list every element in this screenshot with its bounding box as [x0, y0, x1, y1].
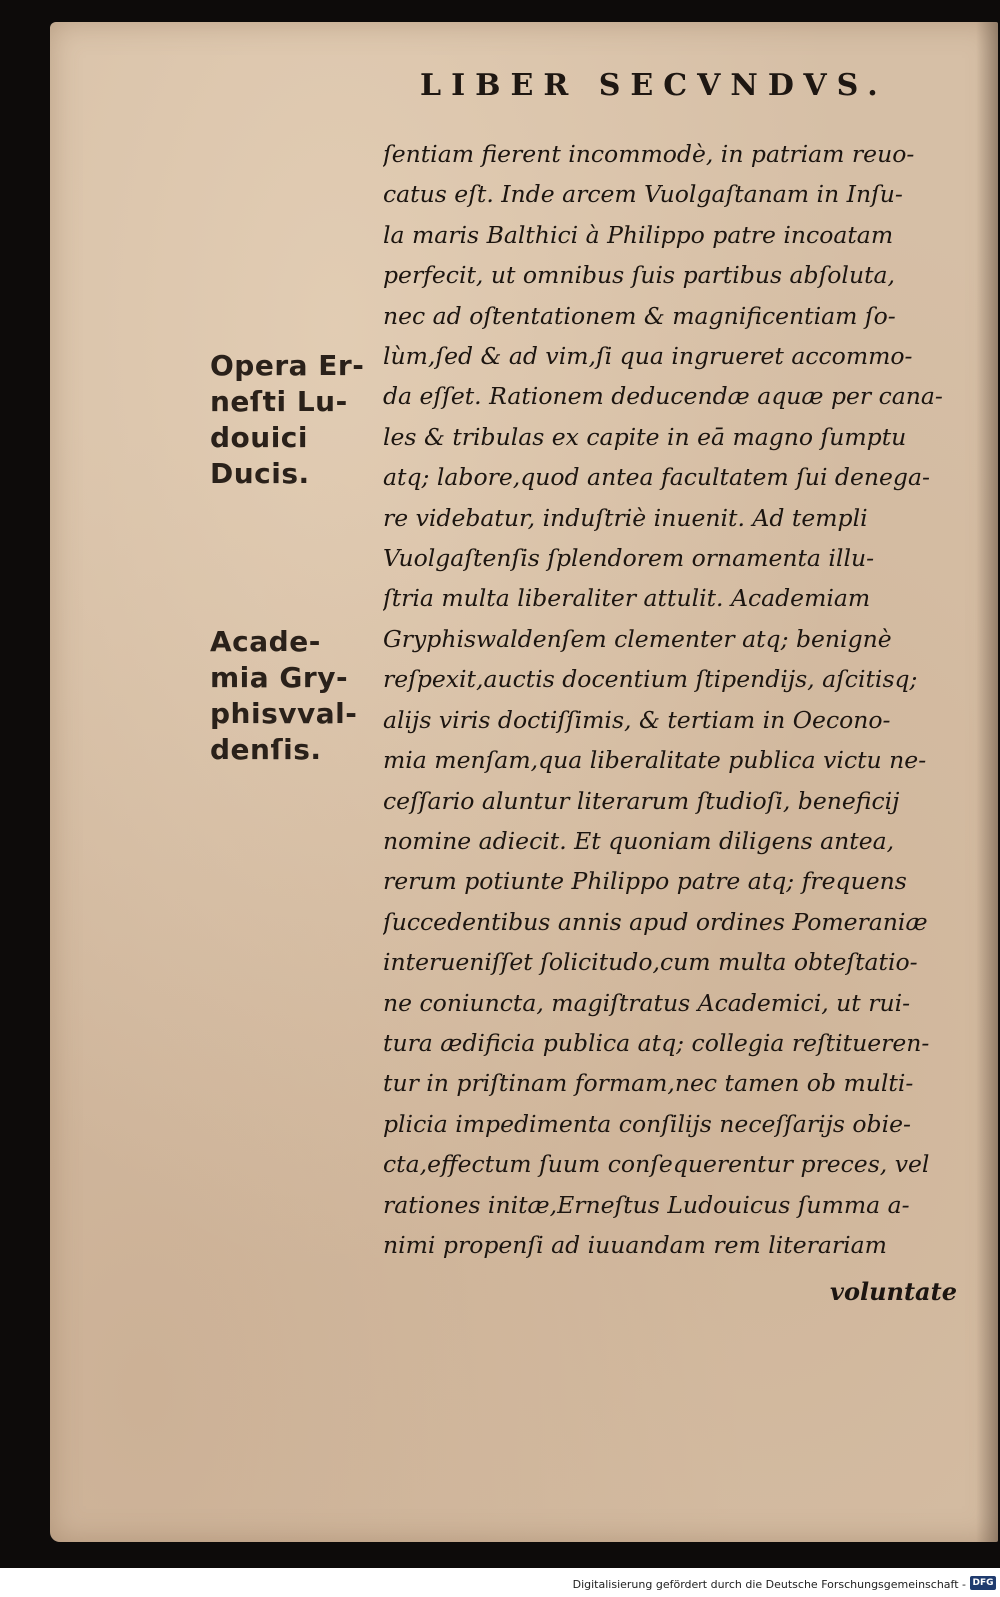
text-line: nimi propenſi ad iuuandam rem literariam [383, 1230, 887, 1259]
text-line: cta,effectum ſuum conſequerentur preces, vel [383, 1150, 930, 1179]
margin-note-line: denſis. [210, 733, 322, 766]
text-line: la maris Balthici à Philippo patre incoatam [383, 220, 894, 249]
text-line: lùm,ſed & ad vim,ſi qua ingrueret accommo- [383, 342, 913, 371]
text-line: rerum potiunte Philippo patre atq; frequens [383, 867, 907, 896]
margin-note-line: phisvval- [210, 697, 358, 730]
text-line: Gryphiswaldenſem clementer atq; benignè [383, 624, 892, 653]
main-text-block [383, 134, 953, 1265]
text-line: ſtria multa liberaliter attulit. Academiam [383, 584, 871, 613]
margin-note-line: Acade- [210, 625, 321, 658]
text-line: nomine adiecit. Et quoniam diligens antea, [383, 826, 895, 855]
catchword: voluntate [830, 1277, 957, 1306]
text-line: ne coniuncta, magiſtratus Academici, ut rui- [383, 988, 911, 1017]
text-line: ſuccedentibus annis apud ordines Pomeraniæ [383, 907, 928, 936]
text-line: atq; labore,quod antea facultatem ſui denega- [383, 463, 930, 492]
margin-note-line: mia Gry- [210, 661, 349, 694]
text-line: plicia impedimenta conſilijs neceſſarijs obie- [383, 1109, 911, 1138]
margin-note-line: Opera Er- [210, 349, 365, 382]
margin-note-line: Ducis. [210, 457, 310, 490]
text-line: nec ad oſtentationem & magnificentiam ſo- [383, 301, 896, 330]
text-line: perfecit, ut omnibus ſuis partibus abſoluta, [383, 261, 895, 290]
margin-note-opera [210, 348, 370, 492]
text-line: catus eſt. Inde arcem Vuolgaſtanam in Inſu- [383, 180, 903, 209]
text-line: interueniſſet ſolicitudo,cum multa obteſtatio- [383, 948, 918, 977]
page-edge-shadow [976, 22, 998, 1542]
running-head: LIBER SECVNDVS. [420, 68, 888, 103]
margin-note-line: douici [210, 421, 309, 454]
text-line: tura ædificia publica atq; collegia reſtitueren- [383, 1028, 930, 1057]
text-line: alijs viris doctiſſimis, & tertiam in Oecono- [383, 705, 891, 734]
text-line: Vuolgaſtenſis ſplendorem ornamenta illu- [383, 544, 875, 573]
text-line: re videbatur, induſtriè inuenit. Ad templi [383, 503, 868, 532]
text-line: tur in priſtinam formam,nec tamen ob multi- [383, 1069, 914, 1098]
dfg-logo: DFG [970, 1576, 996, 1590]
text-line: les & tribulas ex capite in eā magno ſumptu [383, 422, 907, 451]
text-line: ſentiam fierent incommodè, in patriam reuo- [383, 140, 915, 168]
footer-credit: Digitalisierung gefördert durch die Deutsche Forschungsgemeinschaft - [572, 1578, 966, 1591]
margin-note-line: neſti Lu- [210, 385, 348, 418]
text-line: mia menſam,qua liberalitate publica victu ne- [383, 746, 927, 775]
text-line: da eſſet. Rationem deducendæ aquæ per cana- [383, 382, 943, 411]
text-line: rationes initæ,Erneſtus Ludouicus ſumma a- [383, 1190, 910, 1219]
text-line: reſpexit,auctis docentium ſtipendijs, aſcitisq; [383, 665, 918, 694]
margin-note-academia [210, 624, 370, 768]
text-line: ceſſario aluntur literarum ſtudioſi, beneficij [383, 786, 900, 815]
